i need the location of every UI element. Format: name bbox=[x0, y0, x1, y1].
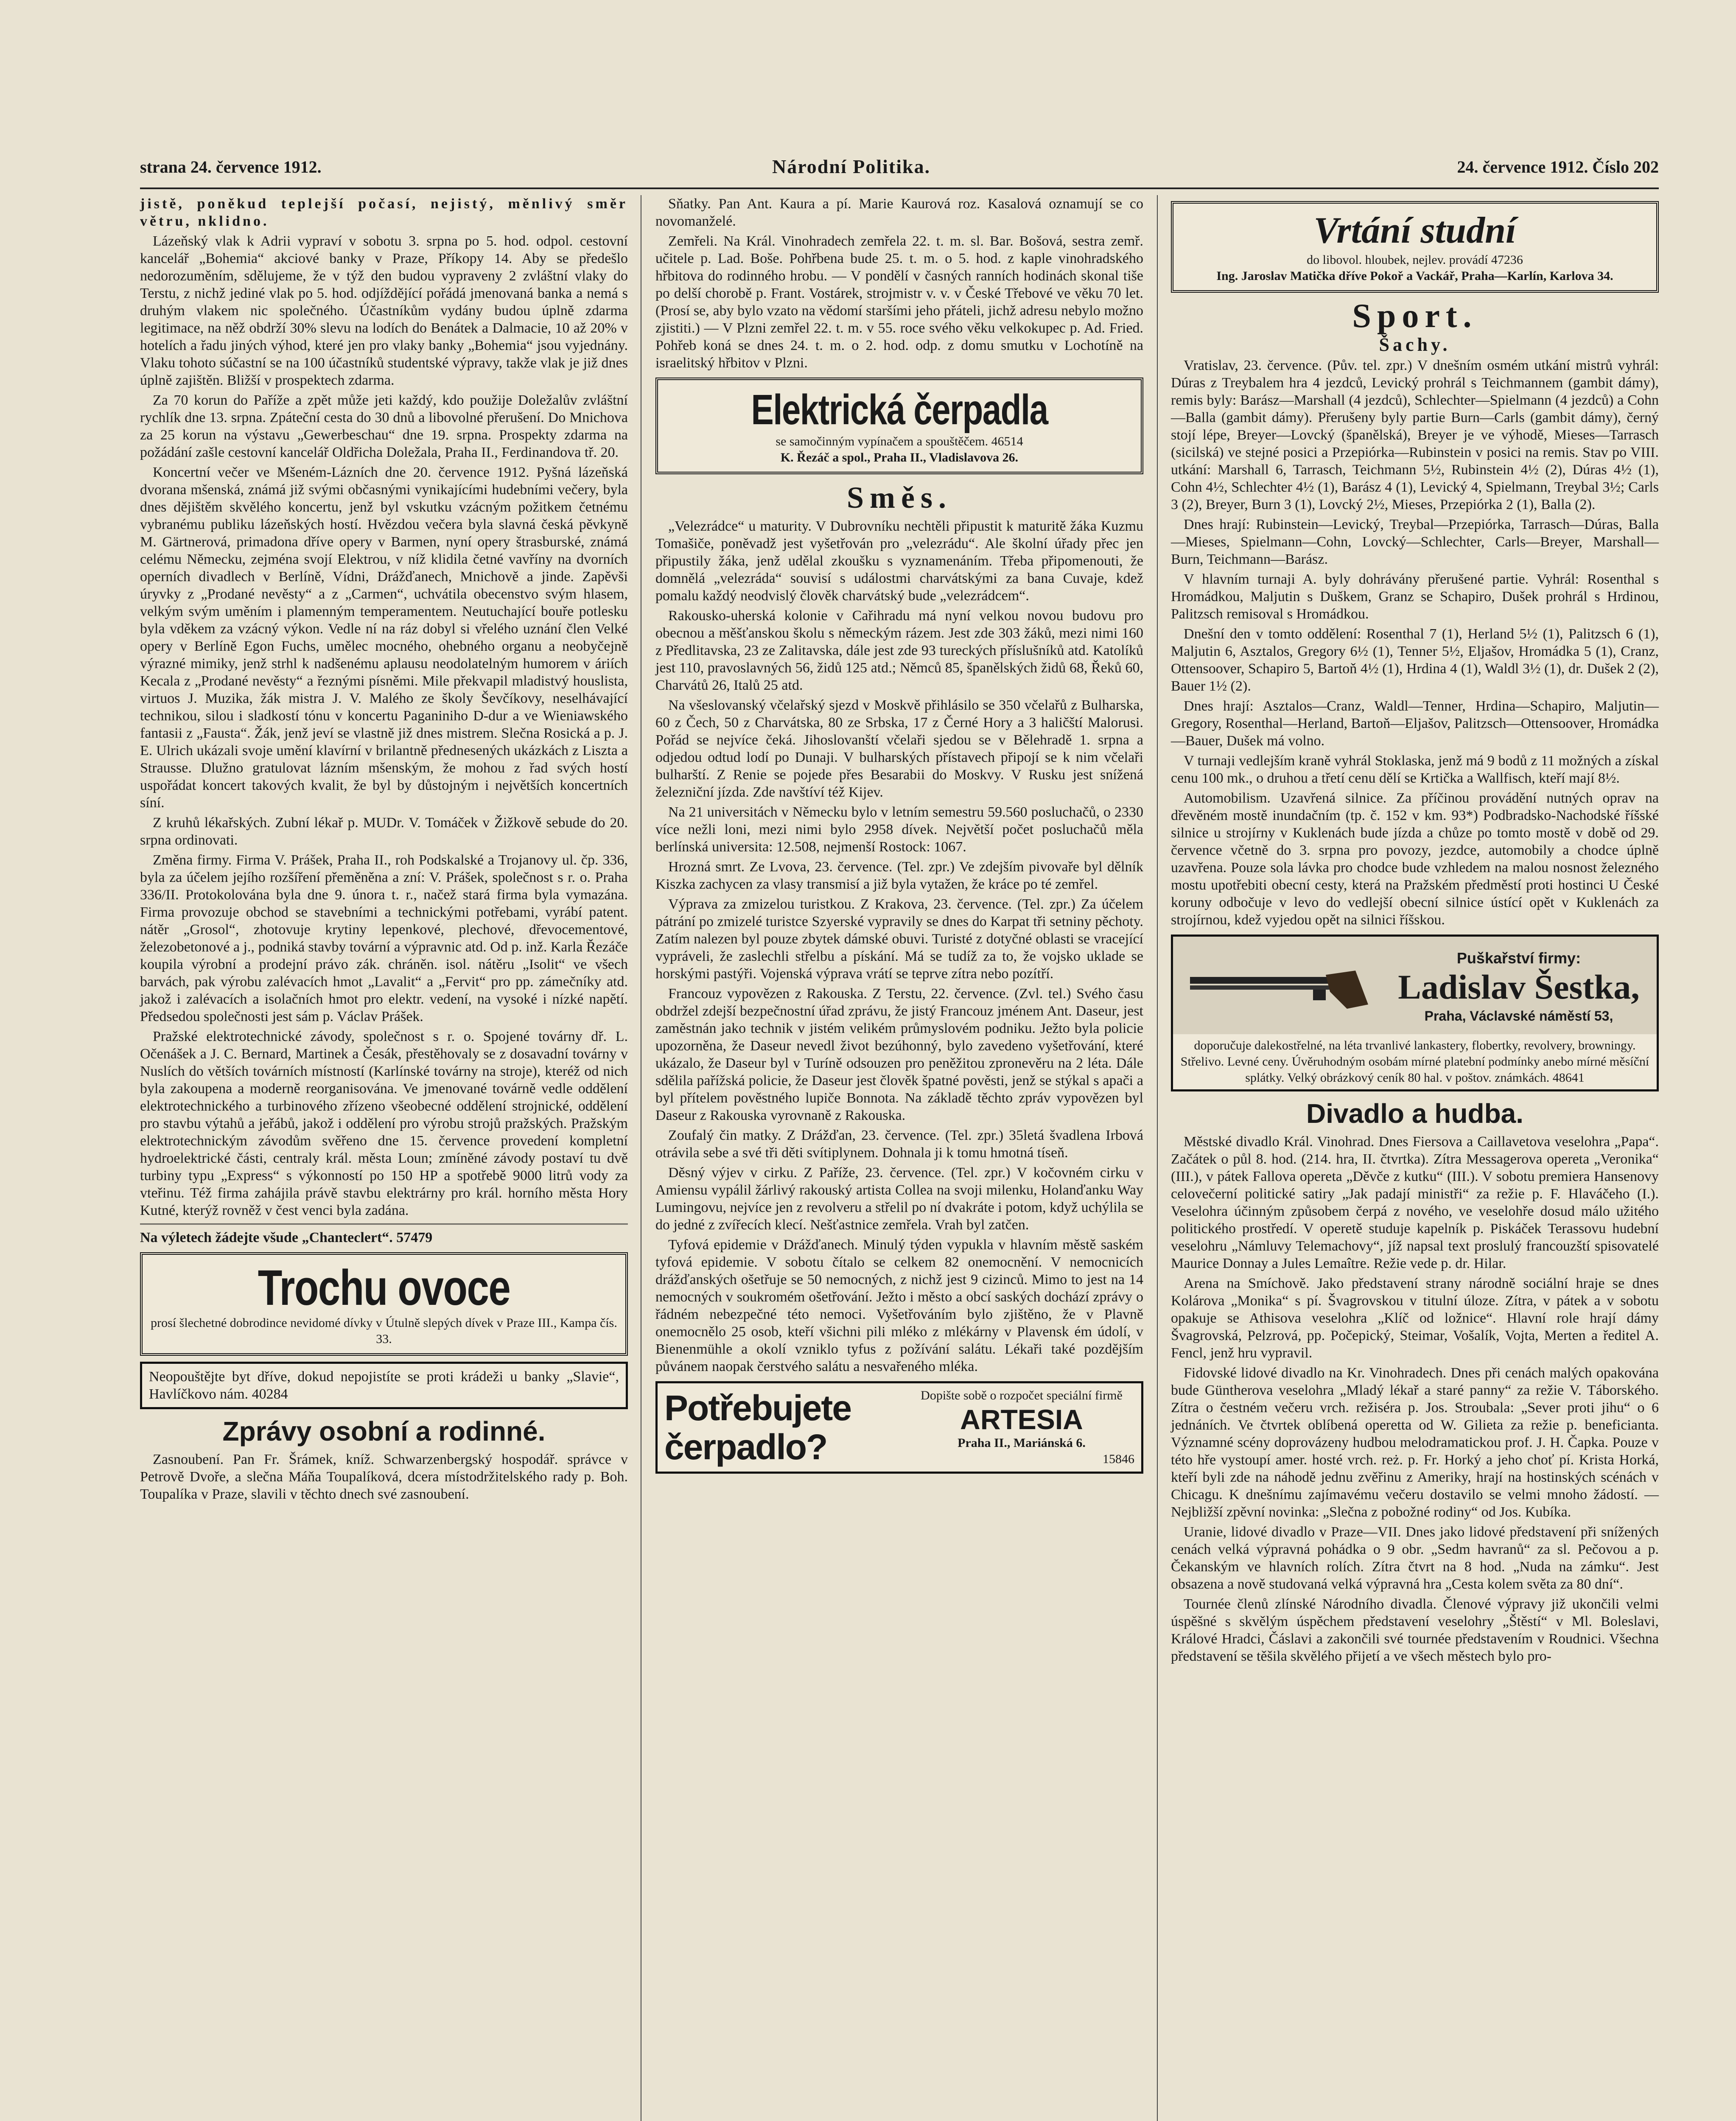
ad-text: do libovol. hloubek, nejlev. provádí 47236 bbox=[1307, 253, 1523, 267]
ad-headline: Trochu ovoce bbox=[258, 1260, 510, 1316]
ad-text: Dopište sobě o rozpočet speciální firmě bbox=[921, 1388, 1123, 1402]
article-paris-trip: Za 70 korun do Paříže a zpět může jeti každý, kdo použije Doležalův zvláštní rychlík dne 13. srpna. Zpáteční cesta do 30 dnů a libovolné přerušení. Do Mnichova za 25 korun na výstavu „Gewerbeschau“ dne 19. srpna. Prospekty zdarma na požádání zašle cestovní kancelář Oldřicha Doležala, Praha II., Ferdinandova tř. 20. bbox=[140, 392, 628, 460]
section-heading-theatre: Divadlo a hudba. bbox=[1306, 1098, 1524, 1129]
ad-chanteclert: Na výletech žádejte všude „Chanteclert“. 57479 bbox=[140, 1230, 433, 1245]
section-heading-sport: Sport. bbox=[1352, 297, 1478, 335]
article-beekeepers: Na všeslovanský včelařský sjezd v Moskvě přihlásilo se 350 včelařů z Bulharska, 60 z Čech, 50 z Charvátska, 80 ze Srbska, 17 z Černé Hory a 3 haličští Malorusi. Pořád se nejvíce čeká. Jihoslovanští včelaři sjedou se v Bělehradě 1. srpna a odjedou odtud lodí po Dunaji. V bulharských přístavech připojí se k nim včelaři bulharští. Z Renie se pojede přes Besarabii do Moskvy. V Rusku jest snížená železniční jízda. Zde navštíví též Kijev. bbox=[655, 697, 1143, 800]
ad-sestka-banner bbox=[1173, 937, 1657, 1034]
article-automobilism: Automobilism. Uzavřená silnice. Za příčinou provádění nutných oprav na dřevěném mostě inundačním (tp. č. 152 v km. 93*) Podbradsko-Nachodské říšské silnice u strojírny v Kuklenách bude jízda a chůze po tomto mostě v době od 29. července včetně do 3. srpna pro povozy, jezdce, automobily a chodce úplně uzavřena. Pouze sola lávka pro chodce bude vzhledem na malou nosnost železného mostu upotřebiti obecní cesty, která na Pražském předměstí proti hostinci U České koruny odbočuje v levo do vedlejší obecní silnice ústící opět v Kuklenách za strojírnou, kdež vyjedou opět na silnici říšskou. bbox=[1171, 790, 1659, 928]
ad-artesia-right bbox=[909, 1388, 1134, 1467]
article-engagement: Zasnoubení. Pan Fr. Šrámek, kníž. Schwarzenbergský hospodář. správce v Petrově Dvoře, a slečna Máňa Toupalíková, dcera místodržitelského rady p. Boh. Toupalíka v Praze, slavili v těchto dnech své zasnoubení. bbox=[140, 1452, 628, 1502]
weather-forecast: jistě, poněkud teplejší počasí, nejistý, měnlivý směr větru, nklidno. bbox=[140, 196, 628, 229]
ad-address: Ing. Jaroslav Matička dříve Pokoř a Vackář, Praha—Karlín, Karlova 34. bbox=[1216, 269, 1613, 283]
ad-title: Puškařství firmy: bbox=[1456, 949, 1581, 967]
ad-address: Praha, Václavské náměstí 53, bbox=[1424, 1008, 1613, 1024]
article-mother: Zoufalý čin matky. Z Drážďan, 23. července. (Tel. zpr.) 35letá švadlena Irbová otrávila sebe a své tři děti svítiplynem. Dohnala ji k tomu hmotná tíseň. bbox=[655, 1128, 1143, 1161]
article-vinohrady-theatre: Městské divadlo Král. Vinohrad. Dnes Fiersova a Caillavetova veselohra „Papa“. Začátek o půl 8. hod. (214. hra, II. čtvrtka). Zítra Messagerova opereta „Veronika“ (III.), v pátek Fallova opereta „Děvče z kutku“ (III.). V sobotu premiera Hansenovy celovečerní politické satiry „Jak padají ministři“ za režie p. F. Hlaváčeho (I.). Veselohra účinným způsobem čerpá z nového, ve veselohře dosud málo užitého politického prostředí. V operetě studuje kapelník p. Piskáček Terassovu hudební veselohru „Námluvy Telemachovy“, jíž napsal text proslulý francouzští spisovatelé Maurice Donnay a Jules Lemaître. Režie vede p. dr. Hilar. bbox=[1171, 1134, 1659, 1271]
ad-artesia bbox=[655, 1381, 1143, 1474]
ad-trochu-ovoce bbox=[140, 1252, 628, 1356]
ad-elektricka-cerpadla bbox=[655, 378, 1143, 474]
article-velezradce: „Velezrádce“ u maturity. V Dubrovníku nechtěli připustit k maturitě žáka Kuzmu Tomašiče, poněvadž jest vyšetřován pro „velezrádu“. Ale školní úřady přec jen připustily žáka, jenž udělal zkoušku s vyznamenáním. Třeba připomenouti, že domnělá „velezráda“ souvisí s událostmi charvátskými za bana Cuvaje, kdež pomalu každý neodvislý člověk charvátský bude „velezrádcem“. bbox=[655, 518, 1143, 604]
article-chess-2: Dnes hrají: Rubinstein—Levický, Treybal—Przepiórka, Tarrasch—Dúras, Balla—Mieses, Spielmann—Cohn, Lovcký—Schlechter, Carls—Breyer, Marshall—Burn, Teichmann—Barász. bbox=[1171, 517, 1659, 567]
divider bbox=[140, 1223, 628, 1225]
shotgun-illustration bbox=[1186, 954, 1372, 1017]
article-tournee: Tournée členů zlínské Národního divadla. Členové výpravy již ukončili velmi úspěšné s skvělým úspěchem představení veselohry „Štěstí“ v Ml. Boleslavi, Králové Hradci, Čáslavi a zakončili své tournée představením v Roudnici. Všechna představení se těšila skvělého přijetí a ve všech městech bylo pro- bbox=[1171, 1596, 1659, 1664]
article-death-lvov: Hrozná smrt. Ze Lvova, 23. července. (Tel. zpr.) Ve zdejším pivovaře byl dělník Kiszka zachycen za vlasy transmisí a již byla vytažen, že kráce po té zemřel. bbox=[655, 859, 1143, 892]
article-chess-6: V turnaji vedlejším kraně vyhrál Stoklaska, jenž má 9 bodů z 11 možných a získal cenu 100 mk., o druhou a třetí cenu dělí se Krtička a Wallfisch, kteří mají 8½. bbox=[1171, 753, 1659, 786]
subheading-chess: Šachy. bbox=[1379, 334, 1451, 355]
ad-firm-name: Ladislav Šestka, bbox=[1398, 968, 1640, 1006]
article-lidove-divadlo: Fidovské lidové divadlo na Kr. Vinohradech. Dnes při cenách malých opakována bude Güntherova veselohra „Mladý lékař a staré panny“ za režie V. Táborského. Zítra o čestném večeru vrch. režiséra p. Jos. Stroubala: „Sever proti jihu“ o 6 jednáních. Ve čtvrtek oblíbená operetta od W. Gilieta za režie p. beneficianta. Významné scény doprovázeny hudbou melodramatickou prof. J. H. Čapka. Pouze v této hře vystoupí amer. hosté vrch. reż. p. Fr. Horký a jeho choť pí. Krista Horká, kteří byli zde na náhodě jednu zvěřinu z Ameriky, hrají na hostinských scénách v Chicagu. K dnešnímu zajímavému večeru dostavilo se velmi mnoho žádostí. — Nejbližší zpěvní novinka: „Slečna z pobožné rodiny“ od Jos. Kubíka. bbox=[1171, 1365, 1659, 1520]
article-universities: Na 21 universitách v Německu bylo v letním semestru 59.560 posluchačů, o 2330 více nežli loni, mezi nimi bylo 2958 dívek. Největší počet posluchačů měla berlínská universita: 12.508, nejmenší Rostock: 1067. bbox=[655, 804, 1143, 855]
ad-sestka bbox=[1171, 935, 1659, 1091]
ad-number: 15846 bbox=[1103, 1452, 1134, 1466]
article-chess-5: Dnes hrají: Asztalos—Cranz, Waldl—Tenner, Hrdina—Schapiro, Maljutin—Gregory, Rosenthal—Herland, Bartoň—Eljašov, Palitzsch—Ottensoover, Hromádka—Bauer, Dušek má volno. bbox=[1171, 698, 1659, 749]
ad-headline: Elektrická čerpadla bbox=[751, 386, 1048, 434]
article-chess-1: Vratislav, 23. července. (Pův. tel. zpr.) V dnešním osmém utkání mistrů vyhrál: Dúras z Treybalem hra 4 jezdců, Levický prohrál s Teichmannem (gambit dámy), remis byly: Barász—Marshall (4 jezdců), Schlechter—Spielmann (4 jezdců) a Cohn—Balla (gambit dámy). Přerušeny byly partie Burn—Carls (gambit dámy), černý stojí lépe, Breyer—Lovcký (španělská), Breyer je ve výhodě, Mieses—Tarrasch (sicilská) ve stejné posici a Przepiórka—Rubinstein v posici na remis. Stav po VIII. utkání: Marshall 6, Tarrasch, Teichmann 5½, Rubinstein 4½ (2), Dúras 4½ (1), Cohn 4½, Schlechter 4½ (1), Barász 4 (1), Levický 4, Spielmann, Treybal 3½; Carls 3 (2), Breyer, Burn 3 (1), Lovcký 2½, Mieses, Przepiórka 2 (1), Balla (2). bbox=[1171, 358, 1659, 512]
ad-sestka-text bbox=[1389, 949, 1648, 1025]
ad-text: doporučuje dalekostřelné, na léta trvanlivé lankastery, flobertky, revolvery, browningy. Střelivo. Levné ceny. Úvěruhodným osobám mírné platební podmínky anebo mírné měsíční splátky. Velký obrázkový ceník 80 hal. v poštov. známkách. 48641 bbox=[1180, 1038, 1649, 1085]
article-firm-change: Změna firmy. Firma V. Prášek, Praha II., roh Podskalské a Trojanovy ul. čp. 336, byla za účelem jejího rozšíření přeměněna a zní: V. Prášek, společnost s r. o. Praha 336/II. Protokolována byla dne 9. února t. r., načež stará firma byla vymazána. Firma provozuje obchod se stavebními a technickými potřebami, vyrábí patent. nátěr „Grosol“, zhotovuje krytiny lepenkové, plechové, dřevocementové, železobetonové a j., podniká stavby tovární a výpravnic atd. Od p. inž. Karla Řezáče koupila výrobní a prodejní právo zák. chráněn. isol. nátěru „Isolit“ ve všech barvách, pak výrobu zalévacích hmot „Lavalit“ a „Fervit“ pro pp. zámečníky atd. jakož i zalévacích a isolačních hmot pro elektr. vedení, na vysoké i nízké napětí. Předsedou společnosti jest sám p. Václav Prášek. bbox=[140, 852, 628, 1024]
ad-vrtani-studni bbox=[1171, 201, 1659, 293]
column-1 bbox=[140, 195, 628, 1505]
article-weddings: Sňatky. Pan Ant. Kaura a pí. Marie Kaurová roz. Kasalová oznamují se co novomanželé. bbox=[655, 196, 1143, 229]
ad-address: Praha II., Mariánská 6. bbox=[958, 1436, 1086, 1450]
article-expedition: Výprava za zmizelou turistkou. Z Krakova, 23. července. (Tel. zpr.) Za účelem pátrání po zmizelé turistce Szyerské vypravily se dnes do Karpat tři setniny pěchoty. Zatím nalezen byl pouze zbytek dámské obuvi. Turisté z dotyčné oblasti se vracející vypráveli, že zaslechli střelbu a pískání. Má se tudíž za to, že vojsko uklade se horskými pastýři. Vojenská výprava vrátí se teprve zítra nebo pozítří. bbox=[655, 896, 1143, 982]
header-rule bbox=[140, 187, 1659, 189]
column-2 bbox=[655, 195, 1143, 1480]
ad-text: se samočinným vypínačem a spouštěčem. 46514 bbox=[776, 434, 1023, 448]
ad-slavie-notice bbox=[140, 1362, 628, 1409]
running-header bbox=[140, 153, 1659, 182]
ad-firm-name: ARTESIA bbox=[960, 1404, 1083, 1435]
article-concert: Koncertní večer ve Mšeném-Lázních dne 20. července 1912. Pyšná lázeňská dvorana mšenská, známá již svými občasnými vynikajícími hudebními večery, byla dnes dějištěm skvělého koncertu, jenž byl vskutku vzácným požitkem četnému vybranému publiku lázeňských hostí. Hvězdou večera byla slavná česká pěvkyně M. Gärtnerová, primadona dříve opery v Barmen, nyní opery štrasburské, známá celému Německu, zejména svojí Elektrou, v níž klidila četné vavříny na dvorních operních divadlech v Berlíně, Vídni, Drážďanech, Mnichově a jinde. Zapěvši úryvky z „Prodané nevěsty“ a z „Carmen“, uchvátila obecenstvo svým hlasem, velkým svým uměním i plamenným temperamentem. Neutuchající bouře potlesku byla vděkem za vzácný výkon. Vedle ní na ráz dobyl si vřelého uznání člen Velké opery v Berlíně Egon Fuchs, umělec mocného, ohebného organu a neobyčejně výrazné mimiky, jenž strhl k nadšenému aplausu neodolatelným humorem v áriích Kecala z „Prodané nevěsty“ a řeznými písněmi. Mile překvapil mladistvý houslista, virtuos J. Muzika, žák mistra J. V. Malého ze školy Ševčíkovy, neselhávající technikou, silou i sladkostí tónu v koncertu Paganiniho D-dur a ve Wieniawského fantasii z „Fausta“. Žák, jenž jeví se vlastně již dnes mistrem. Slečna Rosická a p. J. E. Ulrich ukázali svoje umění klavírní v brilantně přednesených ukázkách z Liszta a Strausse. Dlužno gratulovat lázním mšenským, že mohou z řad svých hostí uspořádat koncert takových kvalit, že byl by důstojným i největších koncertních síní. bbox=[140, 464, 628, 811]
article-chess-4: Dnešní den v tomto oddělení: Rosenthal 7 (1), Herland 5½ (1), Palitzsch 6 (1), Maljutin 6, Asztalos, Gregory 6½ (1), Tenner 5½, Eljašov, Hromádka 5 (1), Cranz, Ottensoover, Schapiro 5, Bartoň 4½ (1), Hrdina 4 (1), Waldl 3½ (1), dr. Dušek 2 (2), Bauer 1½ (2). bbox=[1171, 626, 1659, 694]
article-uranie: Uranie, lidové divadlo v Praze—VII. Dnes jako lidové představení při snížených cenách velká výpravná pohádka o 9 obr. „Sedm havranů“ za sl. Pečovou a p. Čekanským ve hlavních rolích. Zítra čtvrt na 8 hod. „Nuda na zámku“. Jest obsazena a nově studovaná velká výpravná hra „Cesta kolem světa za 80 dní“. bbox=[1171, 1524, 1659, 1592]
column-divider bbox=[1157, 195, 1158, 2121]
article-deaths: Zemřeli. Na Král. Vinohradech zemřela 22. t. m. sl. Bar. Bošová, sestra zemř. učitele p. Lad. Boše. Pohřbena bude 25. t. m. o 5. hod. z kaple vinohradského hřbitova do rodinného hrobu. — V pondělí v časných ranních hodinách skonal tiše po delší chorobě p. Frant. Vostárek, strojmistr v. v. v České Třebové ve věku 70 let. (Prosí se, aby bylo vzato na vědomí staršími jeho přáteli, jichž adresu nebylo možno zjistiti.) — V Plzni zemřel 22. t. m. v 55. roce svého věku velkokupec p. Ad. Fried. Pohřeb koná se dnes 24. t. m. o 2. hod. odp. z domu smutku v Lochotíně na israelitský hřbitov v Plzni. bbox=[655, 233, 1143, 371]
article-chess-3: V hlavním turnaji A. byly dohrávány přerušené partie. Vyhrál: Rosenthal s Hromádkou, Maljutin s Duškem, Granz se Schapiro, Dušek prohrál s Hrdinou, Palitzsch remisoval s Hromádkou. bbox=[1171, 571, 1659, 622]
newspaper-page bbox=[140, 153, 1659, 2121]
section-heading-smes: Směs. bbox=[847, 481, 952, 515]
article-typhus: Tyfová epidemie v Drážďanech. Minulý týden vypukla v hlavním městě saském tyfová epidemie. V sobotu čítalo se celkem 82 onemocnění. V nemocnicích drážďanských ošetřuje se 50 nemocných, z nichž jest 9 cizinců. Mimo to jest na 14 nemocných v soukromém ošetřování. Ježto i město a obcí saských dochází zprávy o řádném nebezpečné této nemoci. Vyšetřováním bylo zjištěno, že v Plavně onemocnělo 25 osob, kteří všichni pili mléko z mlékárny v Plavensk ém údolí, v Bienenmühle a okolí vzniklo tyfus z požívání salátu. Lékaři také pozdějším půvánem naopak čerstvého salátu a nesvařeného mléka. bbox=[655, 1237, 1143, 1374]
article-frenchman: Francouz vypovězen z Rakouska. Z Terstu, 22. července. (Zvl. tel.) Svého času obdržel zdejší bezpečnostní úřad zprávu, že jistý Francouz jménem Ant. Daseur, jest zaměstnán jako technik v jistém velikém průmyslovém podniku. Ježto byla policie upozorněna, že Daseur nevedl život bezúhonný, bylo zavedeno vyšetřování, které ukázalo, že Daseur byl v Turíně odsouzen pro peněžitou zpronevěru na 2 léta. Dále sdělila pařížská policie, že Daseur jest člověk špatné pověsti, jenž se stýkal s apači a byl přítelem pověstného lupiče Bonnota. Na základě těchto zpráv vypovězen byl Daseur z Rakouska vyrovnaně z Rakouska. bbox=[655, 986, 1143, 1123]
column-3 bbox=[1171, 195, 1659, 1668]
article-arena-smichov: Arena na Smíchově. Jako představení strany národně sociální hraje se dnes Kolárova „Monika“ s pí. Švagrovskou v titulní úloze. Zítra, v pátek a v sobotu opakuje se Athisova veselohra „Klíč od ložnice“. Hlavní role hrají dámy Švagrovská, Pelzrová, pp. Počepický, Steimar, Vošalík, Vojta, Merten a ředitel A. Fencl, jenž hru vypravil. bbox=[1171, 1276, 1659, 1361]
article-colony: Rakousko-uherská kolonie v Cařihradu má nyní velkou novou budovu pro obecnou a měšťanskou školu s německým rázem. Jest zde 303 žáků, mezi nimi 160 z Předlitavska, 23 ze Zalitavska, dále jest zde 93 tureckých příslušníků atd. Katolíků jest 110, pravoslavných 56, židů 125 atd.; Němců 85, španělských židů 68, Řeků 60, Charvátů 26, Italů 25 atd. bbox=[655, 608, 1143, 693]
ad-headline: Vrtání studní bbox=[1313, 210, 1516, 251]
ad-address: K. Řezáč a spol., Praha II., Vladislavova 26. bbox=[780, 451, 1019, 464]
ad-text: prosí šlechetné dobrodince nevidomé dívky v Útulně slepých dívek v Praze III., Kampa čís. 33. bbox=[151, 1316, 617, 1346]
article-spa-train: Lázeňský vlak k Adrii vypraví v sobotu 3. srpna po 5. hod. odpol. cestovní kancelář „Bohemia“ akciové banky v Praze, Příkopy 14. Aby se předešlo nedorozuměním, sdělujeme, že v týž den budou vypraveny 2 zvláštní vlaky do Terstu, z nichž jediné vlak po 5. hod. odjíždějící pořádá jmenovaná banka a nemá s druhým vlakem nic společného. Účastníkům vydány budou úplně zdarma legitimace, na něž obdrží 30% slevu na lodích do Benátek a Dalmacie, 10 až 20% v hotelích a řadu jiných výhod, které jen pro vlaky banky „Bohemia“ jsou vyjednány. Vlaku tohoto súčastní se na 100 účastníků studentské výpravy, takže vlak je již dnes úplně zajištěn. Bližší v prospektech zdarma. bbox=[140, 233, 628, 388]
page-number-date: strana 24. července 1912. bbox=[140, 157, 322, 176]
issue-date-number: 24. července 1912. Číslo 202 bbox=[1457, 157, 1659, 176]
section-heading-personal: Zprávy osobní a rodinné. bbox=[222, 1416, 546, 1447]
newspaper-title: Národní Politika. bbox=[772, 156, 931, 177]
article-electro-works: Pražské elektrotechnické závody, společnost s r. o. Spojené továrny dř. L. Očenášek a J. C. Bernard, Martinek a Česák, přestěhovaly se z dosavadní továrny v Nuslích do větších továrních místností (Karlínské továrny na stroje), kteréž od nich byla zakoupena a moderně reorganisována. Ve jmenované továrně vedle oddělení elektrotechnického a turbinového zřízeno všeobecné oddělení strojnické, oddělení pro stavbu výtahů a jeřábů, jakož i oddělení pro výrobu strojů pražských. Pražským elektrotechnickým závodům svěřeno dne 15. července provedení kompletní hydroelektrické části, centraly král. města Loun; zmíněné závody postaví tu dvě turbiny typu „Express“ s výkonností po 150 HP a spotřebě 9000 litrů vody za vteřinu. Též firma zahájila právě stavbu elektrárny pro král. horního města Hory Kutné, kterýž rovněž v čest venci byla zadána. bbox=[140, 1029, 628, 1218]
ad-text: Neopouštějte byt dříve, dokud nepojistíte se proti krádeži u banky „Slavie“, Havlíčkovo nám. 40284 bbox=[149, 1369, 619, 1402]
article-circus: Děsný výjev v cirku. Z Paříže, 23. července. (Tel. zpr.) V kočovném cirku v Amiensu vypálil žárlivý rakouský artista Collea na svoji milenku, Holanďanku Way Lumingovu, nejvíce jen z revolveru a střelil po ní dvakráte i potom, když uchýlila se do jedné z zvířecích klecí. Nešťastnice zemřela. Vrah byl zatčen. bbox=[655, 1165, 1144, 1233]
ad-headline: Potřebujete čerpadlo? bbox=[664, 1388, 851, 1467]
article-doctors: Z kruhů lékařských. Zubní lékař p. MUDr. V. Tomáček v Žižkově sebude do 20. srpna ordinovati. bbox=[140, 815, 628, 848]
